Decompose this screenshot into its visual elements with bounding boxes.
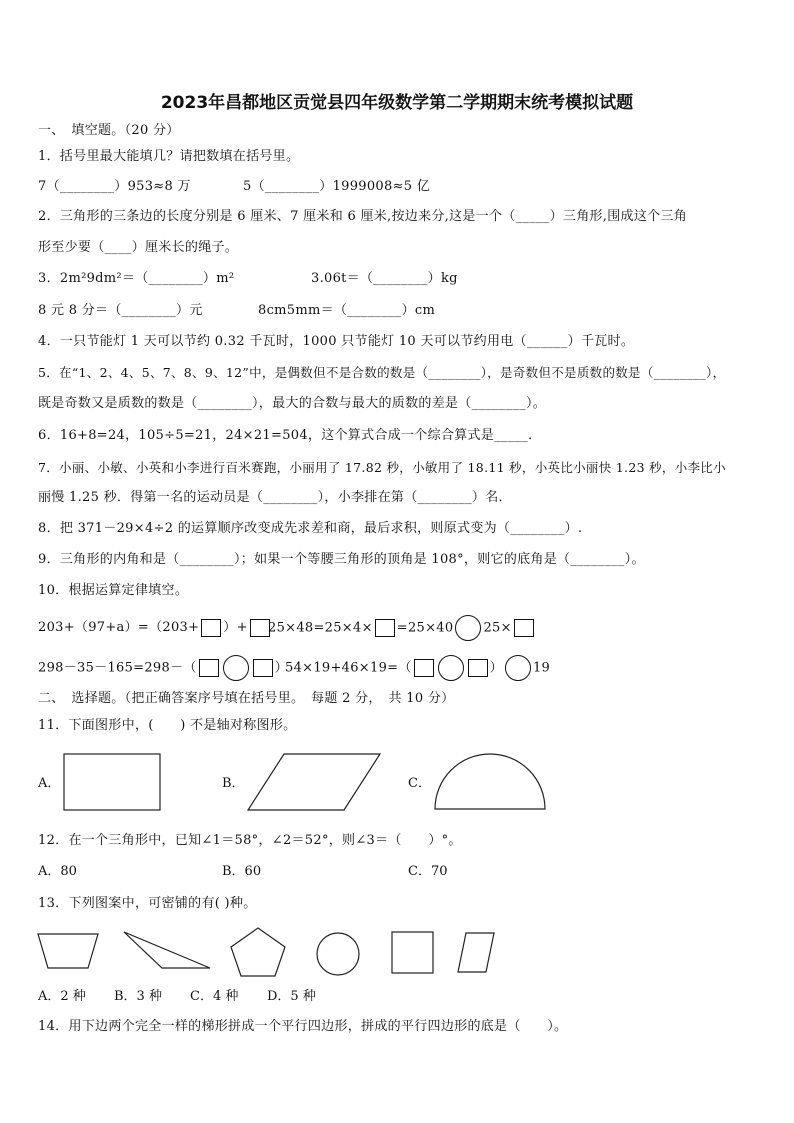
question-9: 9．三角形的内角和是（________）；如果一个等腰三角形的顶角是 108°，则它的底角是（________）。 — [38, 552, 645, 567]
answer-circle[interactable] — [505, 655, 531, 681]
parallelogram-figure — [246, 752, 384, 812]
q12-option-c[interactable]: C．70 — [408, 864, 448, 879]
answer-box[interactable] — [514, 619, 534, 637]
q11-option-b[interactable]: B． — [222, 776, 245, 791]
rectangle-figure — [62, 752, 162, 812]
question-5-line-2: 既是奇数又是质数的数是（________），最大的合数与最大的质数的差是（________）。 — [38, 396, 547, 411]
question-3-part-d: 8cm5mm＝（________）cm — [258, 303, 436, 318]
pentagon-figure — [228, 925, 288, 979]
q11-option-a[interactable]: A． — [38, 776, 61, 791]
question-13: 13．下列图案中，可密铺的有( )种。 — [38, 896, 257, 911]
q10-expr-1-start: 203+（97+a）=（203+ — [38, 620, 200, 635]
question-3-part-a: 3．2m²9dm²＝（________）m² — [38, 271, 235, 286]
question-1: 1．括号里最大能填几？请把数填在括号里。 — [38, 149, 300, 164]
question-7-line-2: 丽慢 1.25 秒．得第一名的运动员是（________），小李排在第（________）名． — [38, 490, 512, 505]
question-5-line-1: 5．在“1、2、4、5、7、8、9、12”中，是偶数但不是合数的数是（________），是奇数但不是质数的数是（________）， — [38, 365, 726, 380]
q13-option-a[interactable]: A．2 种 — [38, 989, 86, 1004]
q10-expr-2-end: 25× — [483, 620, 512, 636]
q10-expr-4-end: 19 — [532, 660, 551, 676]
answer-box[interactable] — [414, 659, 434, 677]
question-11: 11．下面图形中，( ) 不是轴对称图形。 — [38, 718, 297, 733]
answer-box[interactable] — [253, 659, 273, 677]
q10-expr-2-mid: =25×40 — [396, 620, 454, 636]
q13-option-b[interactable]: B．3 种 — [114, 989, 162, 1004]
section-2-heading: 二、 选择题。（把正确答案序号填在括号里。 每题 2 分， 共 10 分） — [38, 691, 455, 706]
answer-circle[interactable] — [223, 655, 249, 681]
question-2-line-1: 2．三角形的三条边的长度分别是 6 厘米、7 厘米和 6 厘米,按边来分,这是一个（_____）三角形,围成这个三角 — [38, 209, 688, 224]
answer-box[interactable] — [468, 659, 488, 677]
square-figure — [390, 930, 436, 976]
q12-option-a[interactable]: A．80 — [38, 864, 77, 879]
q10-expr-4-start: 54×19+46×19=（ — [285, 660, 412, 676]
triangle-figure — [120, 928, 214, 972]
q11-option-c[interactable]: C． — [408, 776, 431, 791]
question-12: 12．在一个三角形中，已知∠1＝58°，∠2＝52°，则∠3＝（ ）°。 — [38, 833, 462, 848]
question-10-row-2-right — [285, 655, 550, 682]
trapezoid-figure — [36, 930, 102, 972]
q10-expr-3-start: 298－35－165=298－（ — [38, 660, 197, 676]
question-10-row-2-left — [38, 655, 288, 682]
question-3-part-b: 3.06t＝（________）kg — [311, 271, 458, 286]
answer-circle[interactable] — [455, 615, 481, 641]
question-8: 8．把 371－29×4÷2 的运算顺序改变成先求差和商，最后求积，则原式变为（________）. — [38, 521, 583, 536]
q13-option-d[interactable]: D．5 种 — [267, 989, 316, 1004]
question-14: 14．用下边两个完全一样的梯形拼成一个平行四边形，拼成的平行四边形的底是（ ）。 — [38, 1019, 568, 1034]
question-10: 10．根据运算定律填空。 — [38, 583, 189, 598]
section-1-heading: 一、 填空题。（20 分） — [38, 123, 180, 138]
answer-box[interactable] — [250, 619, 270, 637]
question-1-part-b: 5（________）1999008≈5 亿 — [243, 179, 431, 194]
semicircle-figure — [432, 750, 548, 812]
q12-option-b[interactable]: B．60 — [222, 864, 262, 879]
question-10-row-1-left — [38, 618, 272, 638]
question-6: 6．16+8=24，105÷5=21，24×21=504，这个算式合成一个综合算式是_____． — [38, 428, 542, 443]
question-1-part-a: 7（________）953≈8 万 — [38, 179, 191, 194]
q10-expr-1-mid: ）+ — [223, 620, 248, 635]
answer-circle[interactable] — [438, 655, 464, 681]
q13-option-c[interactable]: C．4 种 — [190, 989, 239, 1004]
q10-expr-4-mid: ） — [489, 660, 503, 676]
answer-box[interactable] — [199, 659, 219, 677]
question-4: 4．一只节能灯 1 天可以节约 0.32 千瓦时，1000 只节能灯 10 天可以节约用电（______）千瓦时。 — [38, 334, 635, 349]
q10-expr-2-start: 25×48=25×4× — [268, 620, 373, 636]
answer-box[interactable] — [375, 619, 395, 637]
question-3-part-c: 8 元 8 分＝（________）元 — [38, 303, 203, 318]
rhombus-figure — [456, 930, 498, 976]
q10-expr-3-end: ） — [274, 660, 288, 676]
answer-box[interactable] — [201, 619, 221, 637]
question-2-line-2: 形至少要（____）厘米长的绳子。 — [38, 240, 239, 255]
question-10-row-1-right — [268, 615, 536, 642]
question-7-line-1: 7．小丽、小敏、小英和小李进行百米赛跑，小丽用了 17.82 秒，小敏用了 18.11 秒，小英比小丽快 1.23 秒，小李比小 — [38, 460, 726, 475]
page-title: 2023年昌都地区贡觉县四年级数学第二学期期末统考模拟试题 — [160, 93, 634, 113]
circle-figure — [314, 930, 362, 978]
